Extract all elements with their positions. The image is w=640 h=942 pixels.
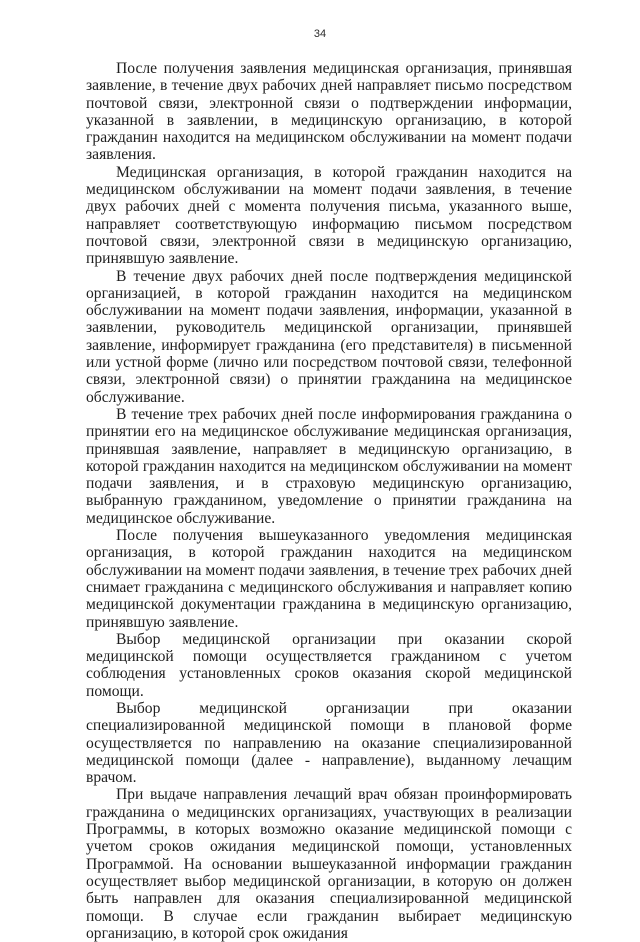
body-text [86, 60, 572, 942]
page-number: 34 [313, 28, 327, 40]
paragraph-5: После получения вышеуказанного уведомления медицинская организация, в которой гражданин находится на медицинском обслуживании на момент подачи заявления, в течение трех рабочих дней снимает гражданина с медицинского обслуживания и направляет копию медицинской документации гражданина в медицинскую организацию, принявшую заявление. [86, 527, 572, 631]
paragraph-6: Выбор медицинской организации при оказании скорой медицинской помощи осуществляется гражданином с учетом соблюдения установленных сроков оказания скорой медицинской помощи. [86, 630, 572, 700]
paragraph-2: Медицинская организация, в которой гражданин находится на медицинском обслуживании на момент подачи заявления, в течение двух рабочих дней с момента получения письма, указанного выше, направляет соответствующую информацию письмом посредством почтовой связи, электронной связи в медицинскую организацию, принявшую заявление. [86, 163, 572, 268]
paragraph-3: В течение двух рабочих дней после подтверждения медицинской организацией, в которой гражданин находится на медицинском обслуживании на момент подачи заявления, информации, указанной в заявлении, руководитель медицинской организации, принявшей заявление, информирует гражданина (его представителя) в письменной или устной форме (лично или посредством почтовой связи, телефонной связи, электронной связи) о принятии гражданина на медицинское обслуживание. [86, 267, 572, 406]
paragraph-7: Выбор медицинской организации при оказании специализированной медицинской помощи в плановой форме осуществляется по направлению на оказание специализированной медицинской помощи (далее - направление), выданному лечащим врачом. [86, 699, 572, 787]
paragraph-4: В течение трех рабочих дней после информирования гражданина о принятии его на медицинское обслуживание медицинская организация, принявшая заявление, направляет в медицинскую организацию, в которой гражданин находится на медицинском обслуживании на момент подачи заявления, и в страховую медицинскую организацию, выбранную гражданином, уведомление о принятии гражданина на медицинское обслуживание. [86, 405, 572, 527]
paragraph-8: При выдаче направления лечащий врач обязан проинформировать гражданина о медицинских организациях, участвующих в реализации Программы, в которых возможно оказание медицинской помощи с учетом сроков ожидания медицинской помощи, установленных Программой. На основании вышеуказанной информации гражданин осуществляет выбор медицинской организации, в которую он должен быть направлен для оказания специализированной медицинской помощи. В случае если гражданин выбирает медицинскую организацию, в которой срок ожидания [86, 786, 572, 942]
paragraph-1: После получения заявления медицинская организация, принявшая заявление, в течение двух рабочих дней направляет письмо посредством почтовой связи, электронной связи о подтверждении информации, указанной в заявлении, в медицинскую организацию, в которой гражданин находится на медицинском обслуживании на момент подачи заявления. [86, 60, 572, 164]
